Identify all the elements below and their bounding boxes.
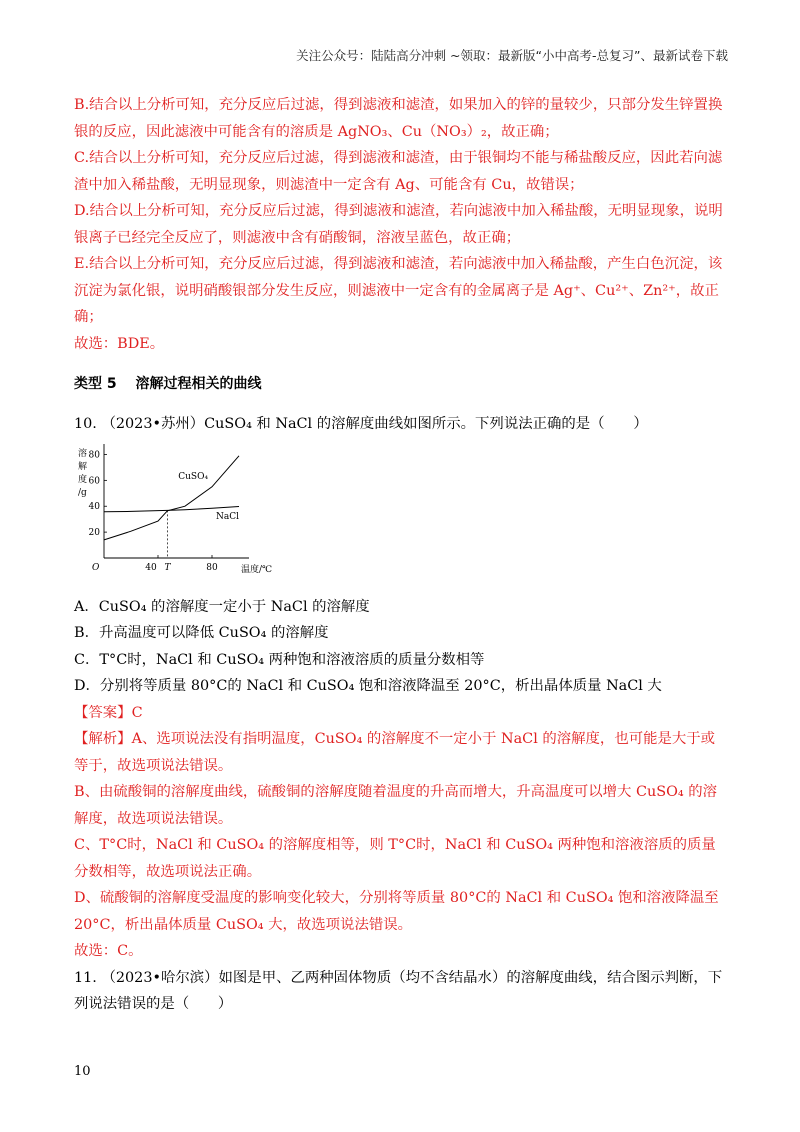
prev-analysis-d: D.结合以上分析可知，充分反应后过滤，得到滤液和滤渣，若向滤液中加入稀盐酸，无明显现象，说明银离子已经完全反应了，则滤液中含有硝酸铜，溶液呈蓝色，故正确； xyxy=(74,203,723,246)
y-tick-label: 40 xyxy=(88,501,100,512)
x-tick-label: 80 xyxy=(206,562,218,573)
q10-option-a: A．CuSO₄ 的溶解度一定小于 NaCl 的溶解度 xyxy=(74,598,370,615)
x-axis-label: 温度/℃ xyxy=(241,564,273,575)
prev-analysis-e: E.结合以上分析可知，充分反应后过滤，得到滤液和滤渣，若向滤液中加入稀盐酸，产生白色沉淀，该沉淀为氯化银，说明硝酸银部分发生反应，则滤液中一定含有的金属离子是 Ag⁺、Cu²⁺、Zn²⁺，故正确； xyxy=(74,256,723,325)
y-tick-label: 20 xyxy=(88,527,100,538)
page-content xyxy=(74,92,728,1018)
q10-stem: 10. （2023•苏州）CuSO₄ 和 NaCl 的溶解度曲线如图所示。下列说法正确的是（ ） xyxy=(74,416,648,432)
series-line-cuso4 xyxy=(104,455,239,539)
y-tick-label: 80 xyxy=(88,449,100,460)
q10-answer: 【答案】C xyxy=(74,704,143,721)
solubility-chart xyxy=(74,440,274,590)
q10-analysis-c: C、T°C时，NaCl 和 CuSO₄ 的溶解度相等，则 T°C时，NaCl 和 CuSO₄ 两种饱和溶液溶质的质量分数相等，故选项说法正确。 xyxy=(74,837,716,880)
q10-option-d: D．分别将等质量 80°C的 NaCl 和 CuSO₄ 饱和溶液降温至 20°C，析出晶体质量 NaCl 大 xyxy=(74,678,662,694)
y-axis-label: 度 xyxy=(78,474,88,485)
series-line-nacl xyxy=(104,506,239,511)
page-number: 10 xyxy=(74,1064,91,1079)
y-axis-label: 解 xyxy=(78,461,88,472)
q11-stem: 11. （2023•哈尔滨）如图是甲、乙两种固体物质（均不含结晶水）的溶解度曲线，结合图示判断，下列说法错误的是（ ） xyxy=(74,969,723,1012)
q10-analysis-b: B、由硫酸铜的溶解度曲线，硫酸铜的溶解度随着温度的升高而增大，升高温度可以增大 CuSO₄ 的溶解度，故选项说法错误。 xyxy=(74,784,718,827)
q10-option-b: B．升高温度可以降低 CuSO₄ 的溶解度 xyxy=(74,625,329,641)
x-tick-label: 40 xyxy=(145,562,157,573)
x-tick-label: T xyxy=(164,562,171,573)
y-tick-label: 60 xyxy=(88,475,100,486)
prev-analysis-b: B.结合以上分析可知，充分反应后过滤，得到滤液和滤渣，如果加入的锌的量较少，只部分发生锌置换银的反应，因此滤液中可能含有的溶质是 AgNO₃、Cu（NO₃）₂，故正确； xyxy=(74,97,723,140)
series-label-cuso4: CuSO₄ xyxy=(178,471,209,482)
y-axis-label: /g xyxy=(78,487,87,498)
origin-label: O xyxy=(92,562,100,573)
section-title: 类型 5 溶解过程相关的曲线 xyxy=(74,376,262,392)
q10-analysis-d: D、硫酸铜的溶解度受温度的影响变化较大，分别将等质量 80°C的 NaCl 和 CuSO₄ 饱和溶液降温至 20°C，析出晶体质量 CuSO₄ 大，故选项说法错误。 xyxy=(74,890,719,933)
series-label-nacl: NaCl xyxy=(216,511,240,522)
page-header: 关注公众号：陆陆高分冲刺 ~领取：最新版“小中高考-总复习”、最新试卷下载 xyxy=(296,48,728,63)
q10-analysis-a: 【解析】A、选项说法没有指明温度，CuSO₄ 的溶解度不一定小于 NaCl 的溶解度，也可能是大于或等于，故选项说法错误。 xyxy=(74,731,716,774)
y-axis-label: 溶 xyxy=(78,448,88,459)
q10-choice: 故选：C。 xyxy=(74,943,143,959)
prev-analysis-c: C.结合以上分析可知，充分反应后过滤，得到滤液和滤渣，由于银铜均不能与稀盐酸反应，因此若向滤渣中加入稀盐酸，无明显现象，则滤渣中一定含有 Ag、可能含有 Cu，故错误； xyxy=(74,150,723,193)
prev-choice: 故选：BDE。 xyxy=(74,335,165,352)
q10-option-c: C．T°C时，NaCl 和 CuSO₄ 两种饱和溶液溶质的质量分数相等 xyxy=(74,651,485,668)
